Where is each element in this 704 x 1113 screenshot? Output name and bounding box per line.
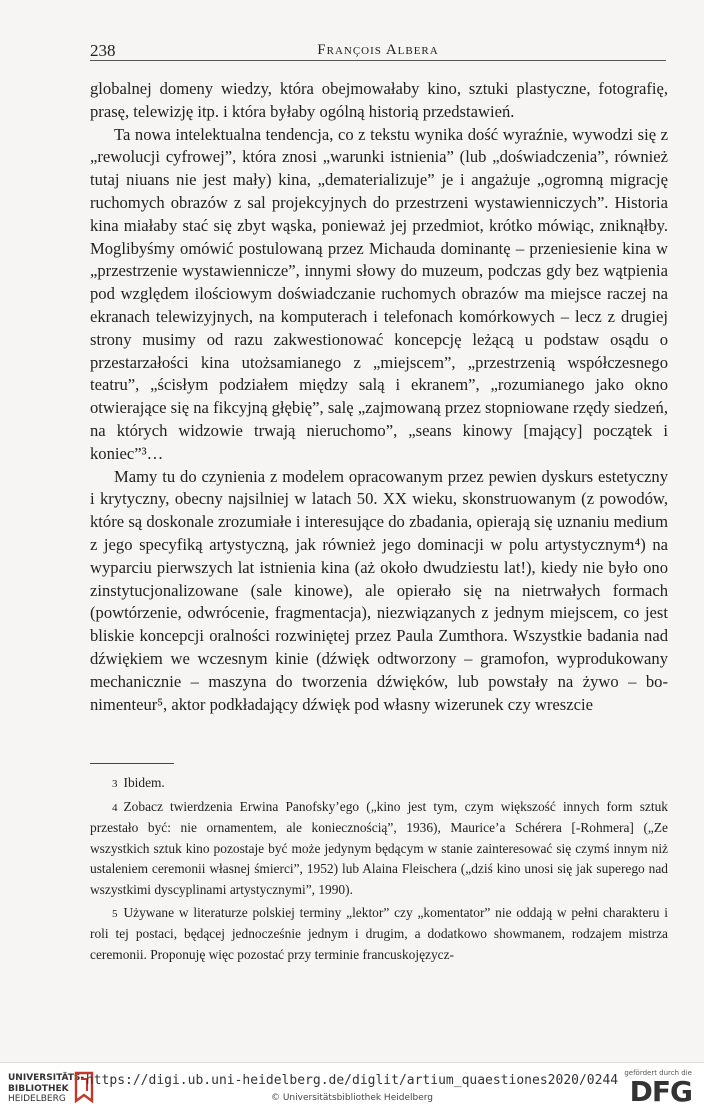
footnote-rule <box>90 763 174 764</box>
dfg-logo-icon: DFG <box>629 1075 692 1108</box>
footnote-number: 4 <box>112 801 118 814</box>
footnotes <box>90 773 668 967</box>
footnote <box>90 797 668 901</box>
paragraph: Mamy tu do czynienia z modelem opracowanym przez pewien dyskurs estetyczny i krytyczny, obecny najsilniej w latach 50. XX wieku, skonstruowanym (z powodów, które są doskonale zrozumiałe i interesujące do zbadania, opierają się uznaniu medium z jego specyfiką artystyczną, jak również jego dominacji w polu artystycznym⁴) na wyparciu pierwszych lat istnienia kina (aż około dwudziestu lat!), kiedy nie było ono zinstytucjonalizowane (sale kinowe), ale opierało się na nietrwałych formach (powtórzenie, odwrócenie, fragmentacja), niezwiązanych z jednym miejscem, co jest bliskie koncepcji oralności rozwiniętej przez Paula Zumthora. Wszystkie badania nad dźwiękiem we wczesnym kinie (dźwięk odtworzony – gramofon, wyprodukowany mechanicznie – maszyna do tworzenia dźwięków, lub powstały na żywo – bonimenteur⁵, aktor podkładający dźwięk pod własny wizerunek czy wreszcie <box>90 466 668 714</box>
funder-logo[interactable] <box>624 1069 692 1107</box>
funder-note: gefördert durch die <box>624 1069 692 1077</box>
footnote-number: 3 <box>112 778 118 790</box>
library-name-line: HEIDELBERG <box>8 1094 66 1104</box>
viewer-footer <box>0 1062 704 1113</box>
footnote-text: Używane w literaturze polskiej terminy „lektor” czy „komentator” nie oddają w pełni charakteru i roli tej postaci, będącej jednocześnie jednym i drugim, a dodatkowo showmanem, rodzajem mistrza ceremonii. Proponuję więc pozostać przy terminie francuskojęzycz- <box>90 904 668 962</box>
footnote <box>90 773 668 795</box>
page-header <box>90 38 666 61</box>
paragraph: Ta nowa intelektualna tendencja, co z tekstu wynika dość wyraźnie, wywodzi się z „rewolucji cyfrowej”, która znosi „warunki istnienia” (lub „doświadczenia”, również tutaj niuans nie jest mały) kina, „dematerializuje” je i angażuje „ogromną migrację ruchomych obrazów z sal projekcyjnych do przestrzeni wystawienniczych”. Historia kina miałaby stać się zbyt wąska, ponieważ jej przedmiot, krótko mówiąc, zniknąłby. Moglibyśmy omówić postulowaną przez Michauda dominantę – przeniesienie kina w „przestrzenie wystawiennicze”, innymi słowy do muzeum, podczas gdy bez wątpienia pod względem ilościowym doświadczanie ruchomych obrazów ma miejsce raczej na ekranach telewizyjnych, na komputerach i telefonach komórkowych – lecz z drugiej strony musimy od razu zakwestionować koncepcję leżącą u podstaw osądu o przestarzałości kina utożsamianego z „miejscem”, „przestrzenią współczesnego teatru”, „ścisłym podziałem między salą i ekranem”, „rozumianego jako okno otwierające się na fikcyjną głębię”, salę „zajmowaną przez stopniowane rzędy siedzeń, na których widzowie trwają nieruchomo”, „seans kinowy [mający] początek i koniec”³… <box>90 124 668 463</box>
running-head: François Albera <box>317 42 439 58</box>
copyright-notice: © Universitätsbibliothek Heidelberg <box>270 1093 433 1103</box>
main-text <box>90 78 668 716</box>
paragraph: globalnej domeny wiedzy, która obejmowałaby kino, sztuki plastyczne, fotografię, prasę, telewizję itp. i która byłaby ogólną historią przedstawień. <box>90 79 668 121</box>
footnote-text: Ibidem. <box>123 775 165 790</box>
library-name-line: UNIVERSITÄTS- <box>8 1073 85 1083</box>
library-name-line: BIBLIOTHEK <box>8 1083 69 1094</box>
permalink-url[interactable]: https://digi.ub.uni-heidelberg.de/diglit/artium_quaestiones2020/0244 <box>85 1073 619 1088</box>
footnote-number: 5 <box>112 907 118 920</box>
footnote <box>90 903 668 966</box>
footnote-text: Zobacz twierdzenia Erwina Panofsky’ego („kino jest tym, czym większość innych form sztuk przestało być: nie ornamentem, ale koniecznością”, 1936), Maurice’a Schérera [-Rohmera] („Ze wszystkich sztuk kino pozostaje być może jedynym będącym w stanie zainteresować się czymś innym niż ustaleniem ceremonii własnej śmierci”, 1952) lub Alaina Fleischera („dziś kino unosi się jak superego nad wszystkimi dyscyplinami artystycznymi”, 1990). <box>90 798 668 897</box>
page-number: 238 <box>90 41 116 60</box>
